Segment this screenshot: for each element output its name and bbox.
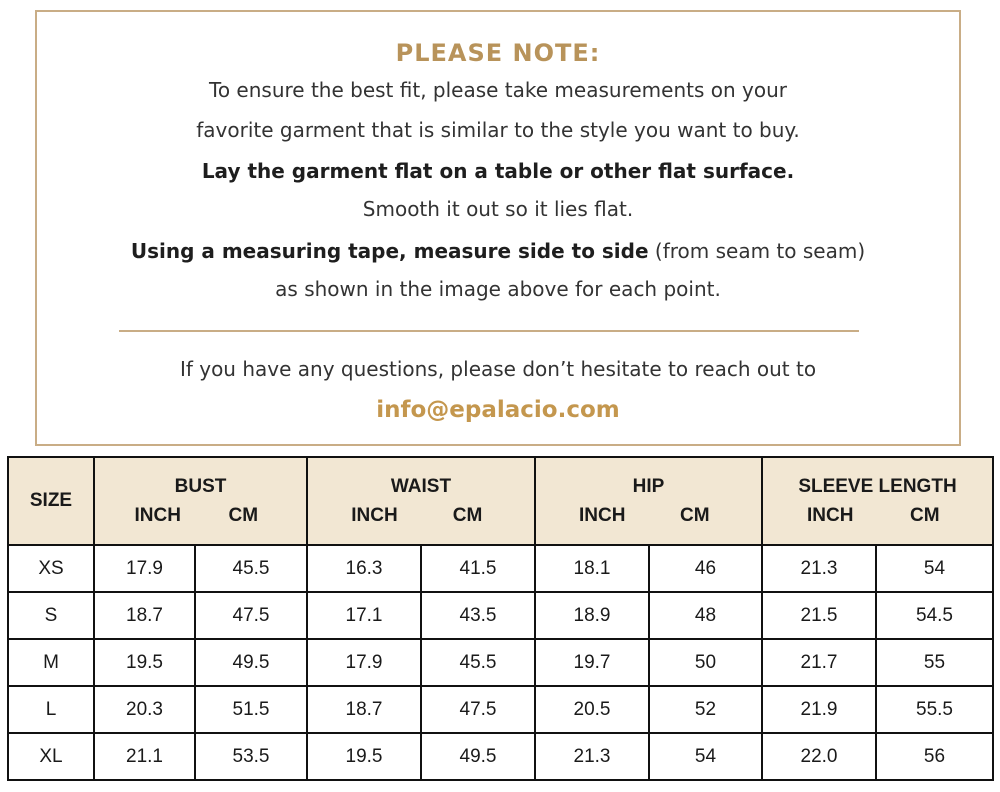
unit-cm: CM [909, 505, 940, 526]
hip-cm-cell: 52 [649, 686, 762, 733]
note-line-2: favorite garment that is similar to the style you want to buy. [196, 118, 800, 142]
note-line-6: as shown in the image above for each point. [275, 277, 721, 301]
note-line-1: To ensure the best fit, please take measurements on your [209, 78, 787, 102]
unit-inch: INCH [134, 505, 181, 526]
waist-inch-cell: 19.5 [307, 733, 421, 780]
waist-header [307, 457, 535, 545]
sleeve-cm-cell: 55 [876, 639, 993, 686]
group-name: BUST [174, 476, 227, 497]
sleeve-inch-cell: 21.7 [762, 639, 876, 686]
please-note-box [35, 10, 961, 446]
contact-email[interactable]: info@epalacio.com [376, 397, 620, 423]
table-row [8, 592, 993, 639]
waist-cm-cell: 49.5 [421, 733, 535, 780]
note-title: PLEASE NOTE: [395, 39, 601, 67]
sleeve-inch-cell: 21.3 [762, 545, 876, 592]
unit-cm: CM [679, 505, 710, 526]
sleeve-inch-cell: 21.5 [762, 592, 876, 639]
unit-inch: INCH [579, 505, 626, 526]
bust-inch-cell: 17.9 [94, 545, 195, 592]
sleeve-cm-cell: 54.5 [876, 592, 993, 639]
size-cell: M [8, 639, 94, 686]
group-name: HIP [632, 476, 665, 497]
sleeve-inch-cell: 22.0 [762, 733, 876, 780]
bust-inch-cell: 20.3 [94, 686, 195, 733]
table-row [8, 639, 993, 686]
hip-inch-cell: 18.9 [535, 592, 649, 639]
group-name: SLEEVE LENGTH [798, 476, 957, 497]
hip-inch-cell: 20.5 [535, 686, 649, 733]
sleeve-length-header [762, 457, 993, 545]
hip-inch-cell: 21.3 [535, 733, 649, 780]
unit-inch: INCH [807, 505, 854, 526]
size-cell: L [8, 686, 94, 733]
table-row [8, 686, 993, 733]
bust-cm-cell: 53.5 [195, 733, 307, 780]
waist-inch-cell: 18.7 [307, 686, 421, 733]
sleeve-cm-cell: 56 [876, 733, 993, 780]
bust-cm-cell: 47.5 [195, 592, 307, 639]
divider [119, 330, 859, 332]
note-line-5-rest: (from seam to seam) [648, 239, 866, 263]
size-cell: XL [8, 733, 94, 780]
unit-inch: INCH [351, 505, 398, 526]
waist-cm-cell: 41.5 [421, 545, 535, 592]
size-column-header: SIZE [8, 457, 94, 545]
group-name: WAIST [390, 476, 452, 497]
hip-cm-cell: 48 [649, 592, 762, 639]
waist-inch-cell: 17.1 [307, 592, 421, 639]
bust-inch-cell: 21.1 [94, 733, 195, 780]
note-line-4: Smooth it out so it lies flat. [362, 197, 634, 221]
hip-cm-cell: 46 [649, 545, 762, 592]
unit-cm: CM [452, 505, 483, 526]
sleeve-cm-cell: 54 [876, 545, 993, 592]
bust-cm-cell: 49.5 [195, 639, 307, 686]
bust-inch-cell: 19.5 [94, 639, 195, 686]
table-row [8, 545, 993, 592]
waist-inch-cell: 17.9 [307, 639, 421, 686]
bust-header [94, 457, 307, 545]
hip-cm-cell: 54 [649, 733, 762, 780]
waist-cm-cell: 43.5 [421, 592, 535, 639]
waist-cm-cell: 45.5 [421, 639, 535, 686]
waist-cm-cell: 47.5 [421, 686, 535, 733]
hip-header [535, 457, 762, 545]
bust-cm-cell: 45.5 [195, 545, 307, 592]
table-row [8, 733, 993, 780]
note-line-5 [37, 239, 959, 263]
note-line-5-bold: Using a measuring tape, measure side to side [130, 239, 649, 263]
table-header-row [8, 457, 993, 545]
bust-inch-cell: 18.7 [94, 592, 195, 639]
note-line-7: If you have any questions, please don’t hesitate to reach out to [179, 357, 817, 381]
sleeve-cm-cell: 55.5 [876, 686, 993, 733]
waist-inch-cell: 16.3 [307, 545, 421, 592]
unit-cm: CM [228, 505, 259, 526]
hip-cm-cell: 50 [649, 639, 762, 686]
size-cell: S [8, 592, 94, 639]
sleeve-inch-cell: 21.9 [762, 686, 876, 733]
size-chart-table [7, 456, 994, 781]
size-cell: XS [8, 545, 94, 592]
hip-inch-cell: 18.1 [535, 545, 649, 592]
note-line-3: Lay the garment flat on a table or other flat surface. [201, 159, 795, 183]
bust-cm-cell: 51.5 [195, 686, 307, 733]
hip-inch-cell: 19.7 [535, 639, 649, 686]
